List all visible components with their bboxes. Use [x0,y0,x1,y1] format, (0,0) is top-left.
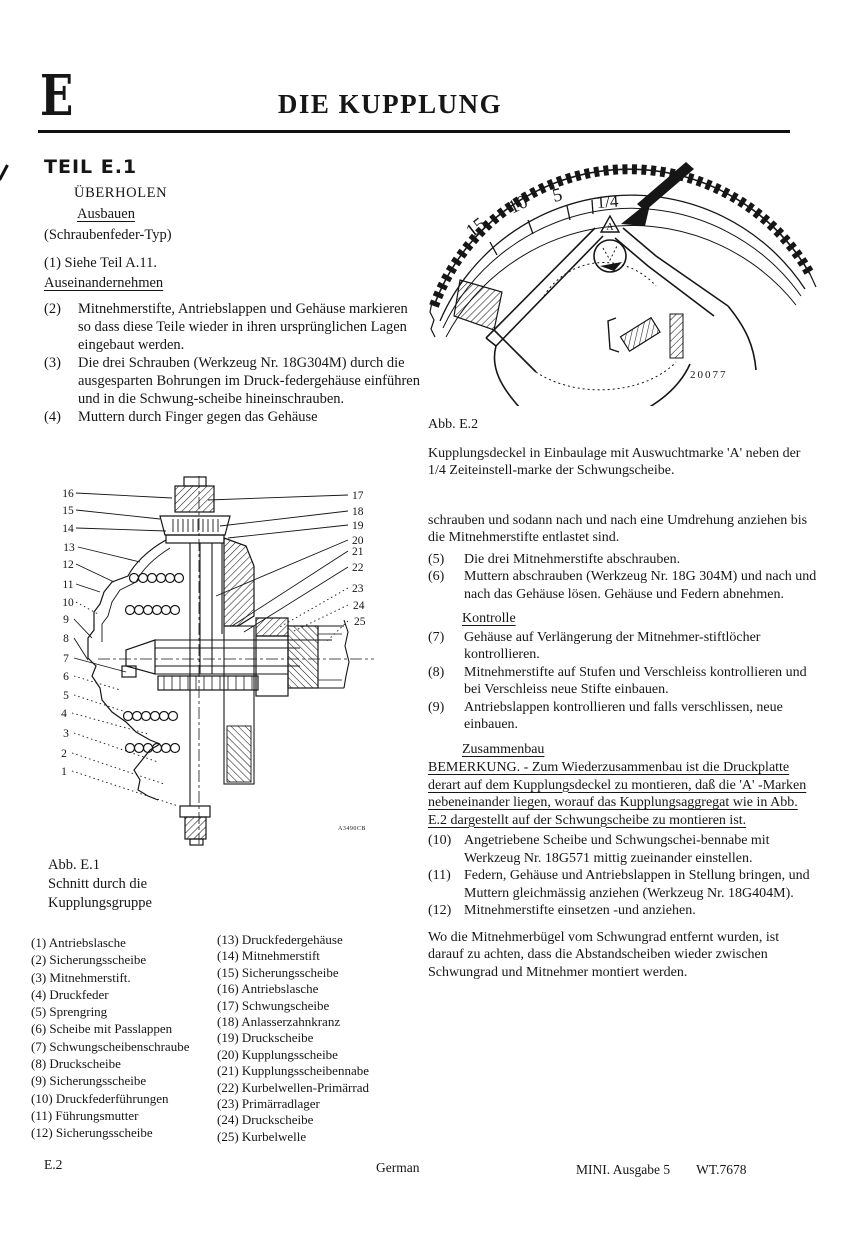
step-number: (4) [44,409,61,425]
callout-number: 4 [61,708,67,720]
left-column [44,158,424,426]
callout-number: 19 [352,520,364,532]
step-number: (12) [428,903,452,918]
cross-section-drawing [88,477,349,845]
step-number: (10) [428,833,452,848]
parts-list-item: (19) Druckscheibe [217,1030,314,1046]
figure-label: Abb. E.1 [48,857,100,873]
callout-number: 3 [63,728,69,740]
subheading-uberholen: ÜBERHOLEN [74,185,168,201]
procedure-step [44,300,424,354]
step-number: (9) [428,699,445,715]
step-text: Die drei Schrauben (Werkzeug Nr. 18G304M) durch die ausgesparten Bohrungen im Druck-federgehäuse einführen und in die Schwung-scheibe hineinschrauben. [78,355,420,407]
timing-scale [490,200,593,255]
callout-number: 5 [63,690,69,702]
step-number: (3) [44,355,61,371]
callout-number: 6 [63,671,69,683]
figure-e2-caption: Kupplungsdeckel in Einbaulage mit Auswuchtmarke 'A' neben der 1/4 Zeiteinstell-marke der Schwungscheibe. [428,445,801,478]
parts-list-item: (13) Druckfedergehäuse [217,932,343,947]
step-text: Die drei Mitnehmerstifte abschrauben. [464,551,681,567]
callout-number: 24 [353,600,365,612]
parts-list-item: (5) Sprengring [31,1004,108,1020]
bemerkung-note: BEMERKUNG. - Zum Wiederzusammenbau ist die Druckplatte derart auf dem Kupplungsdeckel zu montieren, daß die 'A' -Marken nebeneinander liegen, worauf das Kupplungsaggregat wie in Abb. E.2 dargestellt auf der Schwungscheibe zu montieren ist. [428,760,807,828]
callout-number: 10 [62,597,74,609]
section-heading: TEIL E.1 [44,156,138,178]
step-text: Federn, Gehäuse und Antriebslappen in Stellung bringen, und Muttern gleichmässig anziehen (Werkzeug Nr. 18G404M). [464,868,810,901]
parts-list-item: (7) Schwungscheibenschraube [31,1038,190,1054]
parts-list-item: (9) Sicherungsscheibe [31,1073,147,1089]
callout-number: 23 [352,583,364,595]
footer-edition [576,1161,747,1179]
parts-list-item: (17) Schwungscheibe [217,997,330,1013]
parts-list-item: (15) Sicherungsscheibe [217,964,339,980]
subheading-zusammenbau: Zusammenbau [462,741,545,757]
callout-number: 20 [352,535,364,547]
figure-e1-cross-section [42,474,380,846]
parts-list-item: (21) Kupplungsscheibennabe [217,1063,369,1079]
centerlines [98,476,374,844]
timing-scale-labels [462,184,619,242]
drawing-code: A3490CB [338,826,366,832]
step-text: Mitnehmerstifte auf Stufen und Verschleiss kontrollieren und bei Verschleiss neue Stifte einbauen. [464,664,807,697]
step-text: Gehäuse auf Verlängerung der Mitnehmer-stiftlöcher kontrollieren. [464,629,761,662]
step-number: (11) [428,868,451,883]
callout-number: 1 [61,766,67,778]
footer-page-ref: E.2 [44,1157,63,1172]
procedure-step [428,551,818,569]
procedure-step [428,832,818,867]
callout-number: 11 [62,579,74,591]
procedure-step [44,408,424,426]
parts-list-item: (14) Mitnehmerstift [217,948,320,964]
procedure-step [428,629,818,664]
caption-line: Kupplungsgruppe [48,895,152,911]
parts-list-item: (3) Mitnehmerstift. [31,969,131,985]
caption-line: Schnitt durch die [48,876,148,892]
callout-number: 16 [62,488,74,500]
callout-number: 13 [63,542,75,554]
parts-list-item: (10) Druckfederführungen [31,1090,169,1106]
procedure-step: (1) Siehe Teil A.11. [44,255,157,271]
step-text: Mitnehmerstifte einsetzen -und anziehen. [464,903,696,918]
parts-list-item: (16) Antriebslasche [217,981,319,997]
step-number: (2) [44,301,61,317]
callout-number: 21 [352,546,364,558]
continuation-paragraph: schrauben und sodann nach und nach eine Umdrehung anziehen bis die Mitnehmerstifte entlastet sind. [428,512,808,545]
step-text: Mitnehmerstifte, Antriebslappen und Gehäuse markieren so dass diese Teile wieder in ihren ursprünglichen Lagen eingebaut werden. [78,301,408,353]
procedure-step [428,699,818,734]
procedure-step [428,664,818,699]
callout-number: 17 [352,490,364,502]
parts-list-item: (8) Druckscheibe [31,1056,121,1072]
balance-mark-letter: A [606,222,614,233]
parts-list-item: (23) Primärradlager [217,1096,320,1112]
type-note: (Schraubenfeder-Typ) [44,227,172,243]
parts-list-item: (18) Anlasserzahnkranz [217,1014,341,1030]
procedure-step [428,902,818,920]
parts-list-right [217,932,422,1145]
callout-number: 22 [352,562,364,574]
parts-list-item: (20) Kupplungsscheibe [217,1046,338,1062]
procedure-step [428,568,818,603]
step-number: (5) [428,551,445,567]
parts-list-item: (6) Scheibe mit Passlappen [31,1021,173,1037]
page-title: DIE KUPPLUNG [277,89,503,119]
procedure-step [44,354,424,408]
callout-number: 12 [62,559,74,571]
subheading-kontrolle: Kontrolle [462,611,516,626]
figure-e2-label: Abb. E.2 [428,417,479,432]
parts-list-item: (24) Druckscheibe [217,1112,314,1128]
scan-artifact [0,164,9,180]
procedure-step [428,867,818,902]
figure-e2-flywheel [424,156,820,406]
callout-number: 15 [62,505,74,517]
parts-list-left [31,934,215,1142]
right-column [428,416,818,985]
callout-number: 2 [61,748,67,760]
step-text: Muttern abschrauben (Werkzeug Nr. 18G 304M) und nach und nach das Gehäuse lösen. Gehäuse und Federn abnehmen. [464,569,817,602]
callout-number: 7 [63,653,69,665]
step-text: Muttern durch Finger gegen das Gehäuse [78,409,318,425]
parts-list-item: (11) Führungsmutter [31,1107,139,1123]
subheading-ausbauen: Ausbauen [77,206,135,222]
step-number: (6) [428,569,445,584]
section-letter: E [40,63,74,129]
publication-code: WT.7678 [696,1162,747,1177]
timing-mark-label: 5 [550,184,565,207]
parts-list-item: (1) Antriebslasche [31,935,126,950]
callout-number: 14 [62,523,74,535]
callout-number: 8 [63,633,69,645]
parts-list-item: (2) Sicherungsscheibe [31,952,147,968]
timing-mark-label: 1/4 [595,191,619,212]
header-rule [38,130,790,133]
timing-mark-label: 10 [504,191,532,219]
step-number: (8) [428,664,445,680]
edition-label: MINI. Ausgabe 5 [576,1162,671,1177]
figure-e1-caption [48,856,268,913]
drawing-code: 20077 [690,369,728,381]
footer-language: German [376,1160,420,1175]
callout-number: 9 [63,614,69,626]
parts-list-item: (22) Kurbelwellen-Primärrad [217,1079,369,1095]
step-text: Antriebslappen kontrollieren und falls verschlissen, neue einbauen. [464,699,783,732]
parts-list-item: (12) Sicherungsscheibe [31,1125,153,1141]
parts-list-item: (25) Kurbelwelle [217,1128,307,1144]
callout-number: 18 [352,506,364,518]
closing-paragraph: Wo die Mitnehmerbügel vom Schwungrad entfernt wurden, ist darauf zu achten, dass die Abstandscheiben wieder zwischen Schwungrad und Mitnehmer montiert werden. [428,929,780,980]
timing-mark-label: 15 [462,213,491,242]
step-number: (7) [428,629,445,645]
step-text: Angetriebene Scheibe und Schwungschei-bennabe mit Werkzeug Nr. 18G571 mittig zueinander einstellen. [464,833,770,866]
callout-number: 25 [354,616,366,628]
subheading-auseinandernehmen: Auseinandernehmen [44,275,164,291]
parts-list-item: (4) Druckfeder [31,986,109,1002]
